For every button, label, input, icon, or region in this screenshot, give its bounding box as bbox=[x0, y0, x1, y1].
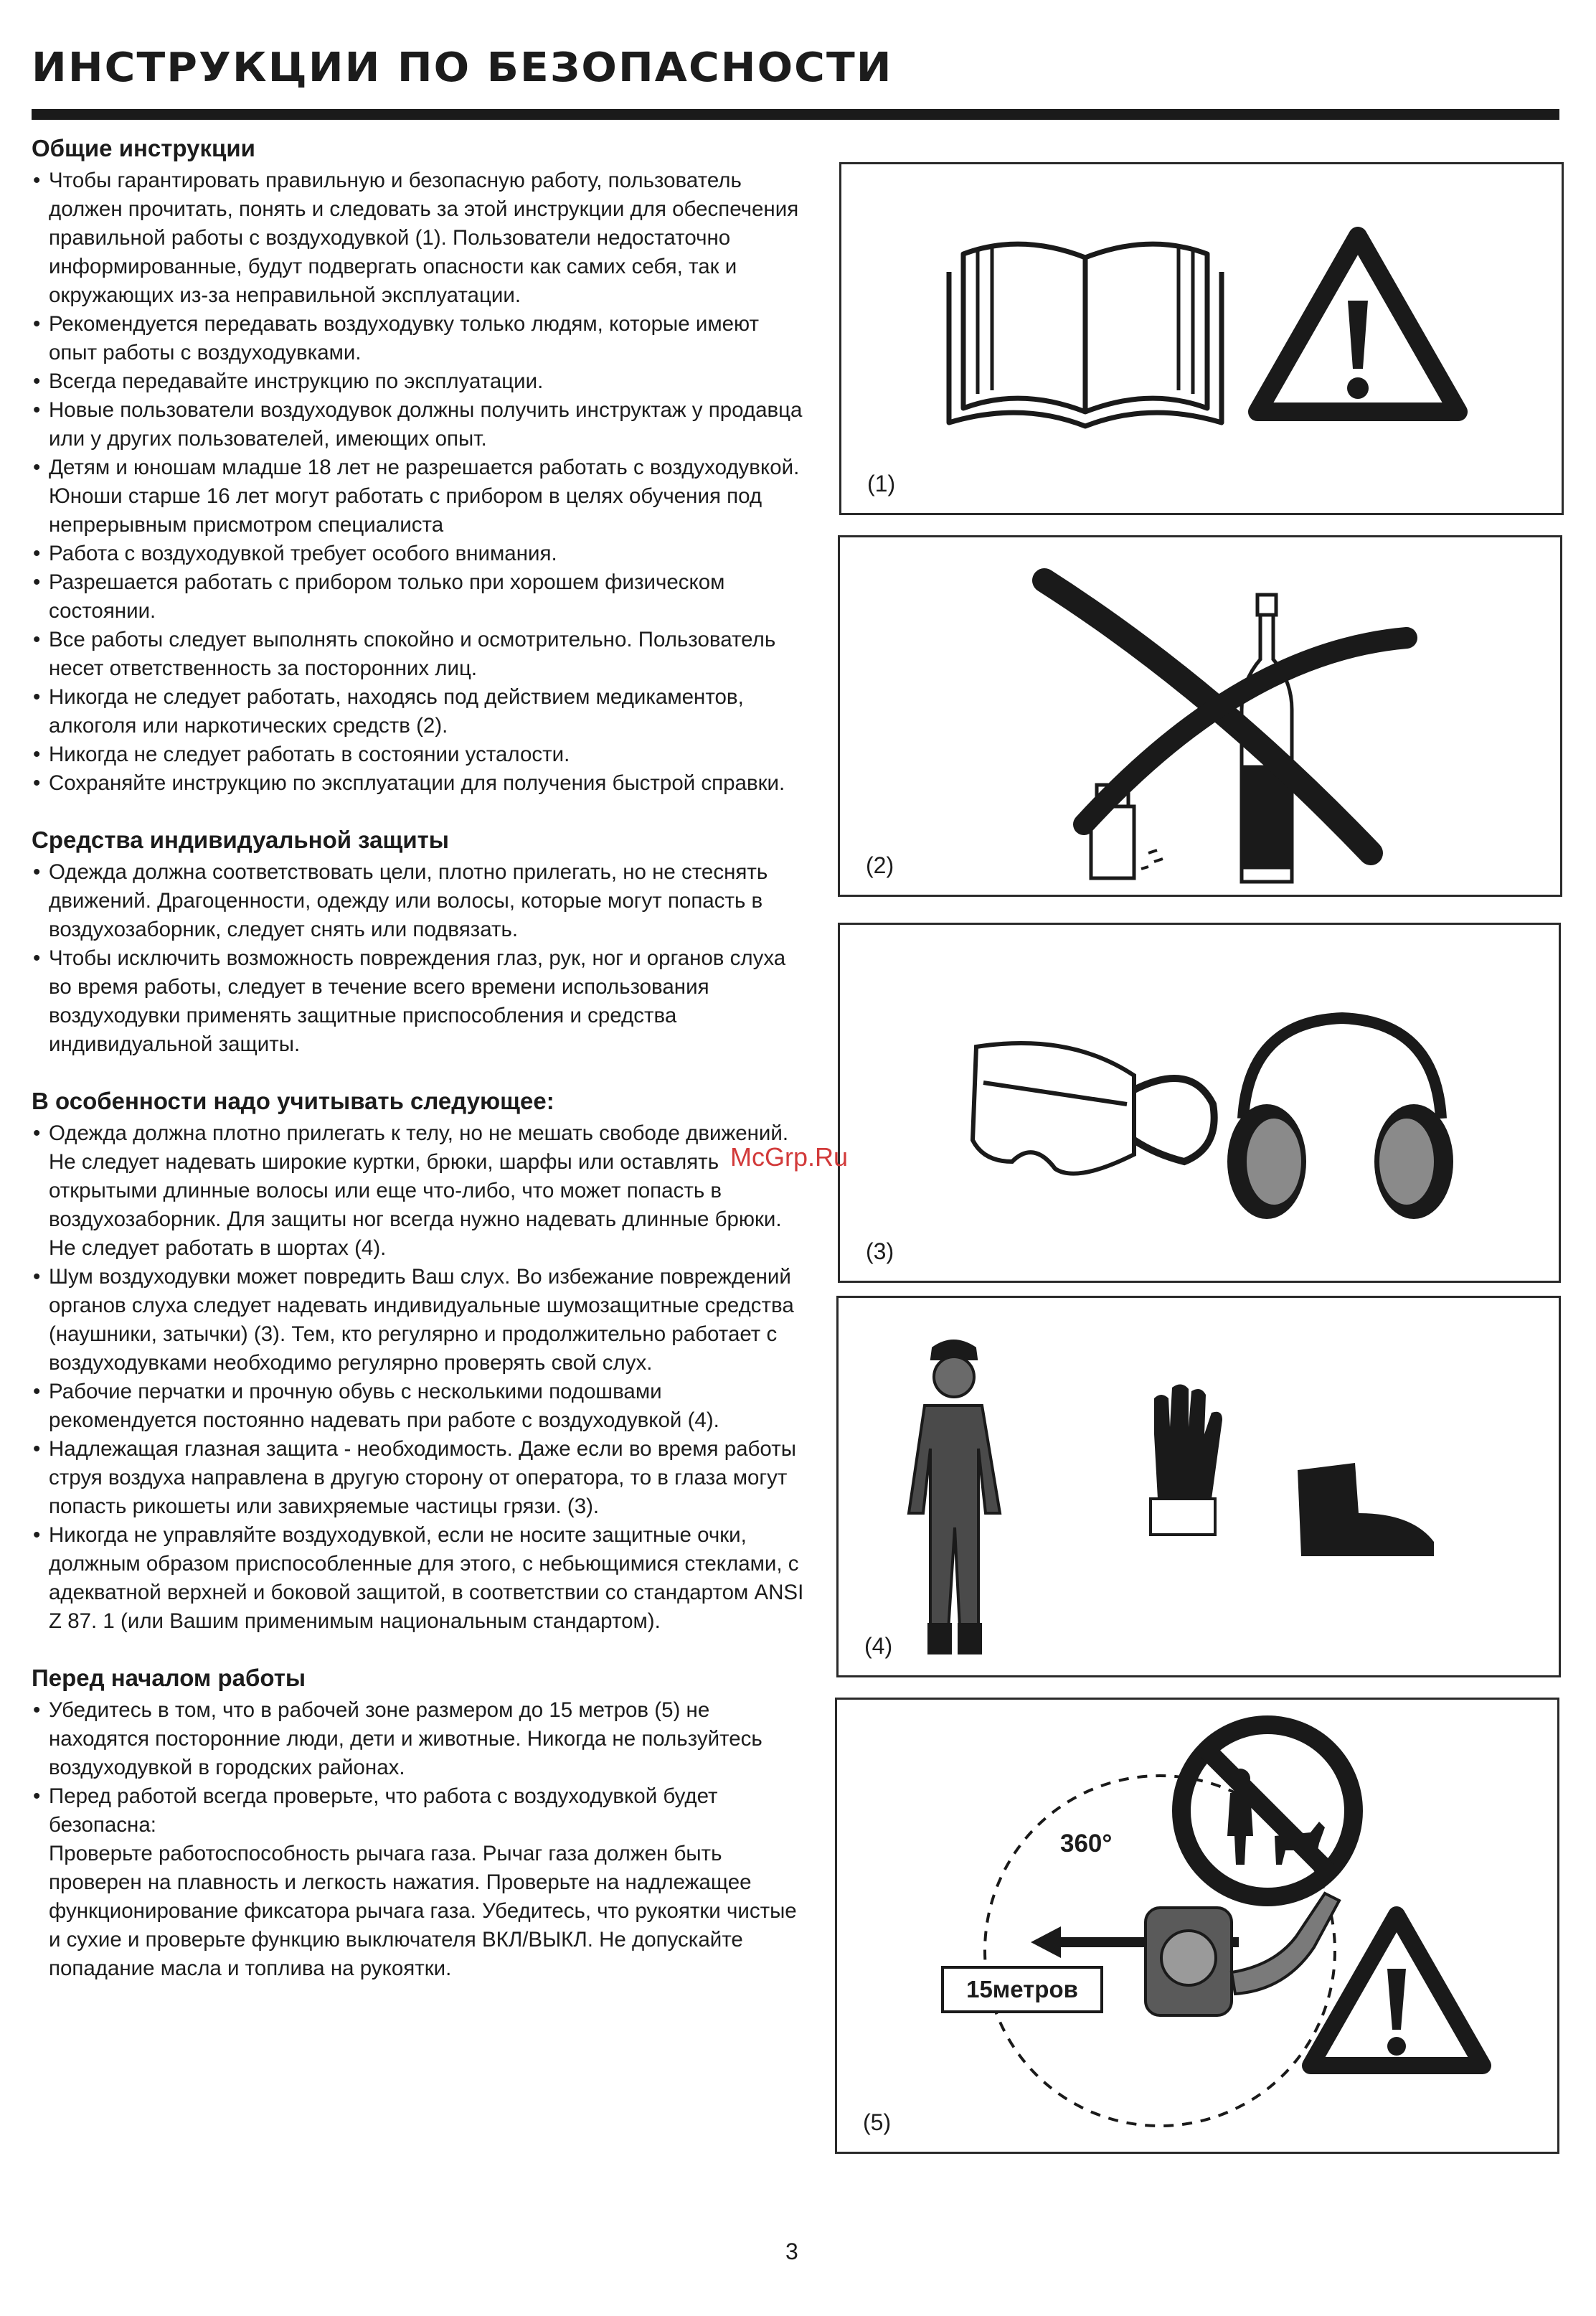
list-item: • Рабочие перчатки и прочную обувь с несколькими подошвами рекомендуется постоянно надевать при работе с воздуходувкой (4). bbox=[32, 1378, 806, 1435]
list-item: • Одежда должна плотно прилегать к телу, но не мешать свободе движений. Не следует надевать широкие куртки, брюки, шарфы или оставлять открытыми длинные волосы или еще что-либо, что может попасть в воздухозаборник. Для защиты ног всегда нужно надевать длинные брюки. Не следует работать в шортах (4). bbox=[32, 1119, 806, 1263]
bullet-list bbox=[32, 166, 806, 798]
section-particular bbox=[32, 1088, 806, 1636]
page-number: 3 bbox=[785, 2239, 798, 2264]
figure-4-art bbox=[839, 1298, 1559, 1675]
figure-2-art bbox=[840, 537, 1560, 895]
boot-icon bbox=[1298, 1463, 1434, 1556]
figure-5-art bbox=[837, 1700, 1557, 2152]
list-item bbox=[32, 1782, 806, 1983]
list-item: • Новые пользователи воздуходувок должны получить инструктаж у продавца или у других пользователей, имеющих опыт. bbox=[32, 396, 806, 453]
watermark: McGrp.Ru bbox=[730, 1142, 849, 1172]
list-item: • Все работы следует выполнять спокойно и осмотрительно. Пользователь несет ответственность за посторонних лиц. bbox=[32, 626, 806, 683]
worker-icon bbox=[909, 1341, 1000, 1653]
figure-5 bbox=[835, 1698, 1559, 2154]
bullet-list bbox=[32, 1119, 806, 1636]
list-item-body: Проверьте работоспособность рычага газа. Рычаг газа должен быть проверен на плавность и легкость нажатия. Проверьте на надлежащее функционирование фиксатора рычага газа. Убедитесь, что рукоятки чистые и сухие и проверьте функцию выключателя ВКЛ/ВЫКЛ. Не допускайте попадание масла и топлива на рукоятки. bbox=[49, 1842, 797, 1980]
goggles-icon bbox=[973, 1043, 1214, 1174]
figure-1 bbox=[839, 162, 1564, 515]
no-people-sign-icon bbox=[1181, 1725, 1354, 1897]
section-before-work bbox=[32, 1665, 806, 1983]
figure-label: (3) bbox=[866, 1238, 894, 1264]
list-item: • Одежда должна соответствовать цели, плотно прилегать, но не стеснять движений. Драгоценности, одежду или волосы, которые могут попасть в воздухозаборник, следует снять или подвязать. bbox=[32, 858, 806, 944]
section-ppe bbox=[32, 827, 806, 1059]
section-heading: Средства индивидуальной защиты bbox=[32, 827, 449, 853]
figure-3 bbox=[838, 923, 1561, 1283]
ear-muffs-icon bbox=[1227, 1018, 1453, 1219]
list-item: • Никогда не следует работать, находясь под действием медикаментов, алкоголя или наркотических средств (2). bbox=[32, 683, 806, 740]
title-rule bbox=[32, 109, 1559, 120]
text-column bbox=[32, 135, 806, 2012]
figure-label: (1) bbox=[867, 471, 896, 496]
bullet-list bbox=[32, 1696, 806, 1983]
list-item: • Чтобы исключить возможность повреждения глаз, рук, ног и органов слуха во время работы, следует в течение всего времени использования воздуходувки применять защитные приспособления и средства индивидуальной защиты. bbox=[32, 944, 806, 1059]
section-heading: Общие инструкции bbox=[32, 135, 255, 161]
figure-label: (2) bbox=[866, 852, 894, 878]
list-item: • Сохраняйте инструкцию по эксплуатации для получения быстрой справки. bbox=[32, 769, 806, 798]
list-item: • Детям и юношам младше 18 лет не разрешается работать с воздуходувкой. Юноши старше 16 лет могут работать с прибором в целях обучения под непрерывным присмотром специалиста bbox=[32, 453, 806, 540]
list-item: • Шум воздуходувки может повредить Ваш слух. Во избежание повреждений органов слуха следует надевать индивидуальные шумозащитные средства (наушники, затычки) (3). Тем, кто регулярно и продолжительно работает с воздуходувками необходимо регулярно проверять свой слух. bbox=[32, 1263, 806, 1378]
warning-triangle-icon bbox=[1257, 236, 1458, 412]
list-item: • Никогда не управляйте воздуходувкой, если не носите защитные очки, должным образом приспособленные для этого, с небьющимися стеклами, с адекватной верхней и боковой защитой, в соответствии со стандартом ANSI Z 87. 1 (или Вашим применимым национальным стандартом). bbox=[32, 1521, 806, 1636]
figure-2 bbox=[838, 535, 1562, 897]
list-item: • Рекомендуется передавать воздуходувку только людям, которые имеют опыт работы с воздуходувками. bbox=[32, 310, 806, 367]
list-item: • Разрешается работать с прибором только при хорошем физическом состоянии. bbox=[32, 568, 806, 626]
section-heading: В особенности надо учитывать следующее: bbox=[32, 1088, 554, 1114]
section-heading: Перед началом работы bbox=[32, 1665, 306, 1691]
list-item: • Всегда передавайте инструкцию по эксплуатации. bbox=[32, 367, 806, 396]
book-icon bbox=[949, 244, 1222, 426]
list-item-lead: • Перед работой всегда проверьте, что работа с воздуходувкой будет безопасна: bbox=[49, 1784, 718, 1837]
section-general bbox=[32, 135, 806, 798]
glove-icon bbox=[1151, 1384, 1222, 1535]
figure-4 bbox=[836, 1296, 1561, 1677]
figure-label: (4) bbox=[864, 1633, 893, 1659]
distance-label: 15метров bbox=[941, 1966, 1103, 2013]
prohibition-cross-icon bbox=[1044, 580, 1407, 853]
backpack-blower-icon bbox=[1146, 1893, 1339, 2015]
figure-1-art bbox=[841, 164, 1562, 513]
warning-triangle-icon bbox=[1311, 1915, 1483, 2066]
list-item: • Никогда не следует работать в состоянии усталости. bbox=[32, 740, 806, 769]
page-title: ИНСТРУКЦИИ ПО БЕЗОПАСНОСТИ bbox=[32, 44, 893, 91]
figure-label: (5) bbox=[863, 2109, 892, 2135]
bullet-list bbox=[32, 858, 806, 1059]
list-item: • Надлежащая глазная защита - необходимость. Даже если во время работы струя воздуха направлена в другую сторону от оператора, то в глаза могут попасть рикошеты или завихряемые частицы грязи. (3). bbox=[32, 1435, 806, 1521]
list-item: • Убедитесь в том, что в рабочей зоне размером до 15 метров (5) не находятся посторонние люди, дети и животные. Никогда не пользуйтесь воздуходувкой в городских районах. bbox=[32, 1696, 806, 1782]
figure-3-art bbox=[840, 925, 1559, 1281]
list-item: • Чтобы гарантировать правильную и безопасную работу, пользователь должен прочитать, понять и следовать за этой инструкции для обеспечения правильной работы с воздуходувкой (1). Пользователи недостаточно информированные, будут подвергать опасности как самих себя, так и окружающих из-за неправильной эксплуатации. bbox=[32, 166, 806, 310]
list-item: • Работа с воздуходувкой требует особого внимания. bbox=[32, 540, 806, 568]
rotation-degrees-label: 360° bbox=[1060, 1830, 1113, 1858]
